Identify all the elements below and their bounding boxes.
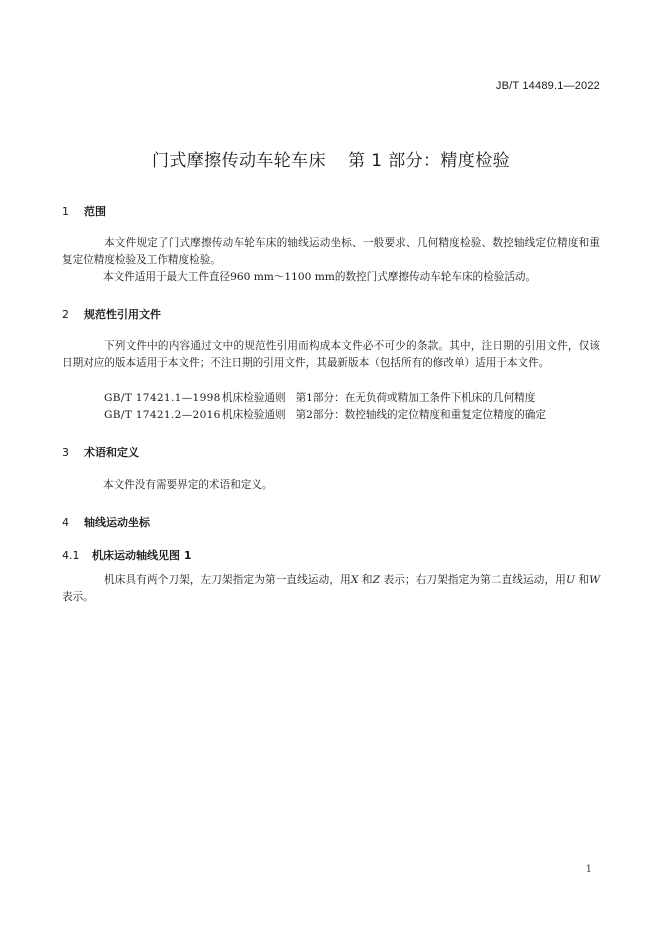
text-run: 表示。 xyxy=(62,591,94,603)
axis-z: Z xyxy=(372,574,380,586)
page-number: 1 xyxy=(585,864,592,875)
text-run: 机床具有两个刀架，左刀架指定为第一直线运动，用 xyxy=(104,574,351,586)
title-main: 门式摩擦传动车轮车床 xyxy=(151,151,326,171)
section-title: 范围 xyxy=(84,205,106,218)
title-part: 第 1 部分：精度检验 xyxy=(347,151,511,171)
section-3-heading xyxy=(62,444,139,460)
section-4-heading xyxy=(62,514,150,530)
section-number: 2 xyxy=(62,308,69,321)
terms-paragraph: 本文件没有需要界定的术语和定义。 xyxy=(103,479,273,491)
section-2-heading xyxy=(62,306,161,322)
scope-paragraph-2: 本文件适用于最大工件直径960 mm～1100 mm的数控门式摩擦传动车轮车床的检验活动。 xyxy=(103,271,537,283)
axis-u: U xyxy=(565,574,575,586)
section-title: 轴线运动坐标 xyxy=(84,516,150,529)
section-number: 1 xyxy=(62,205,69,218)
subsection-title: 机床运动轴线见图 1 xyxy=(92,549,192,562)
document-title xyxy=(0,146,662,171)
section-title: 规范性引用文件 xyxy=(84,308,161,321)
text-run: 和 xyxy=(574,574,590,586)
subsection-4-1-heading xyxy=(62,547,191,563)
references-intro: 下列文件中的内容通过文中的规范性引用而构成本文件必不可少的条款。其中，注日期的引用文件，仅该日期对应的版本适用于本文件；不注日期的引用文件，其最新版本（包括所有的修改单）适用于本文件。 xyxy=(62,340,600,369)
axes-paragraph xyxy=(62,572,600,606)
scope-paragraph-1: 本文件规定了门式摩擦传动车轮车床的轴线运动坐标、一般要求、几何精度检验、数控轴线定位精度和重复定位精度检验及工作精度检验。 xyxy=(62,237,600,266)
subsection-number: 4.1 xyxy=(62,549,80,562)
standard-number: JB/T 14489.1—2022 xyxy=(495,80,600,92)
section-1-heading xyxy=(62,203,106,219)
reference-item xyxy=(104,390,535,405)
reference-title: 机床检验通则 xyxy=(222,409,286,421)
reference-item xyxy=(104,407,546,422)
reference-code: GB/T 17421.2—2016 xyxy=(104,409,221,421)
axis-w: W xyxy=(589,574,601,586)
reference-code: GB/T 17421.1—1998 xyxy=(104,392,221,404)
reference-title: 机床检验通则 xyxy=(222,392,286,404)
section-title: 术语和定义 xyxy=(84,446,139,459)
text-run: 表示；右刀架指定为第二直线运动，用 xyxy=(380,574,566,586)
axis-x: X xyxy=(350,574,359,586)
reference-part: 第1部分：在无负荷或精加工条件下机床的几何精度 xyxy=(295,392,536,404)
text-run: 和 xyxy=(358,574,373,586)
reference-part: 第2部分：数控轴线的定位精度和重复定位精度的确定 xyxy=(295,409,546,421)
section-number: 4 xyxy=(62,516,69,529)
section-number: 3 xyxy=(62,446,69,459)
